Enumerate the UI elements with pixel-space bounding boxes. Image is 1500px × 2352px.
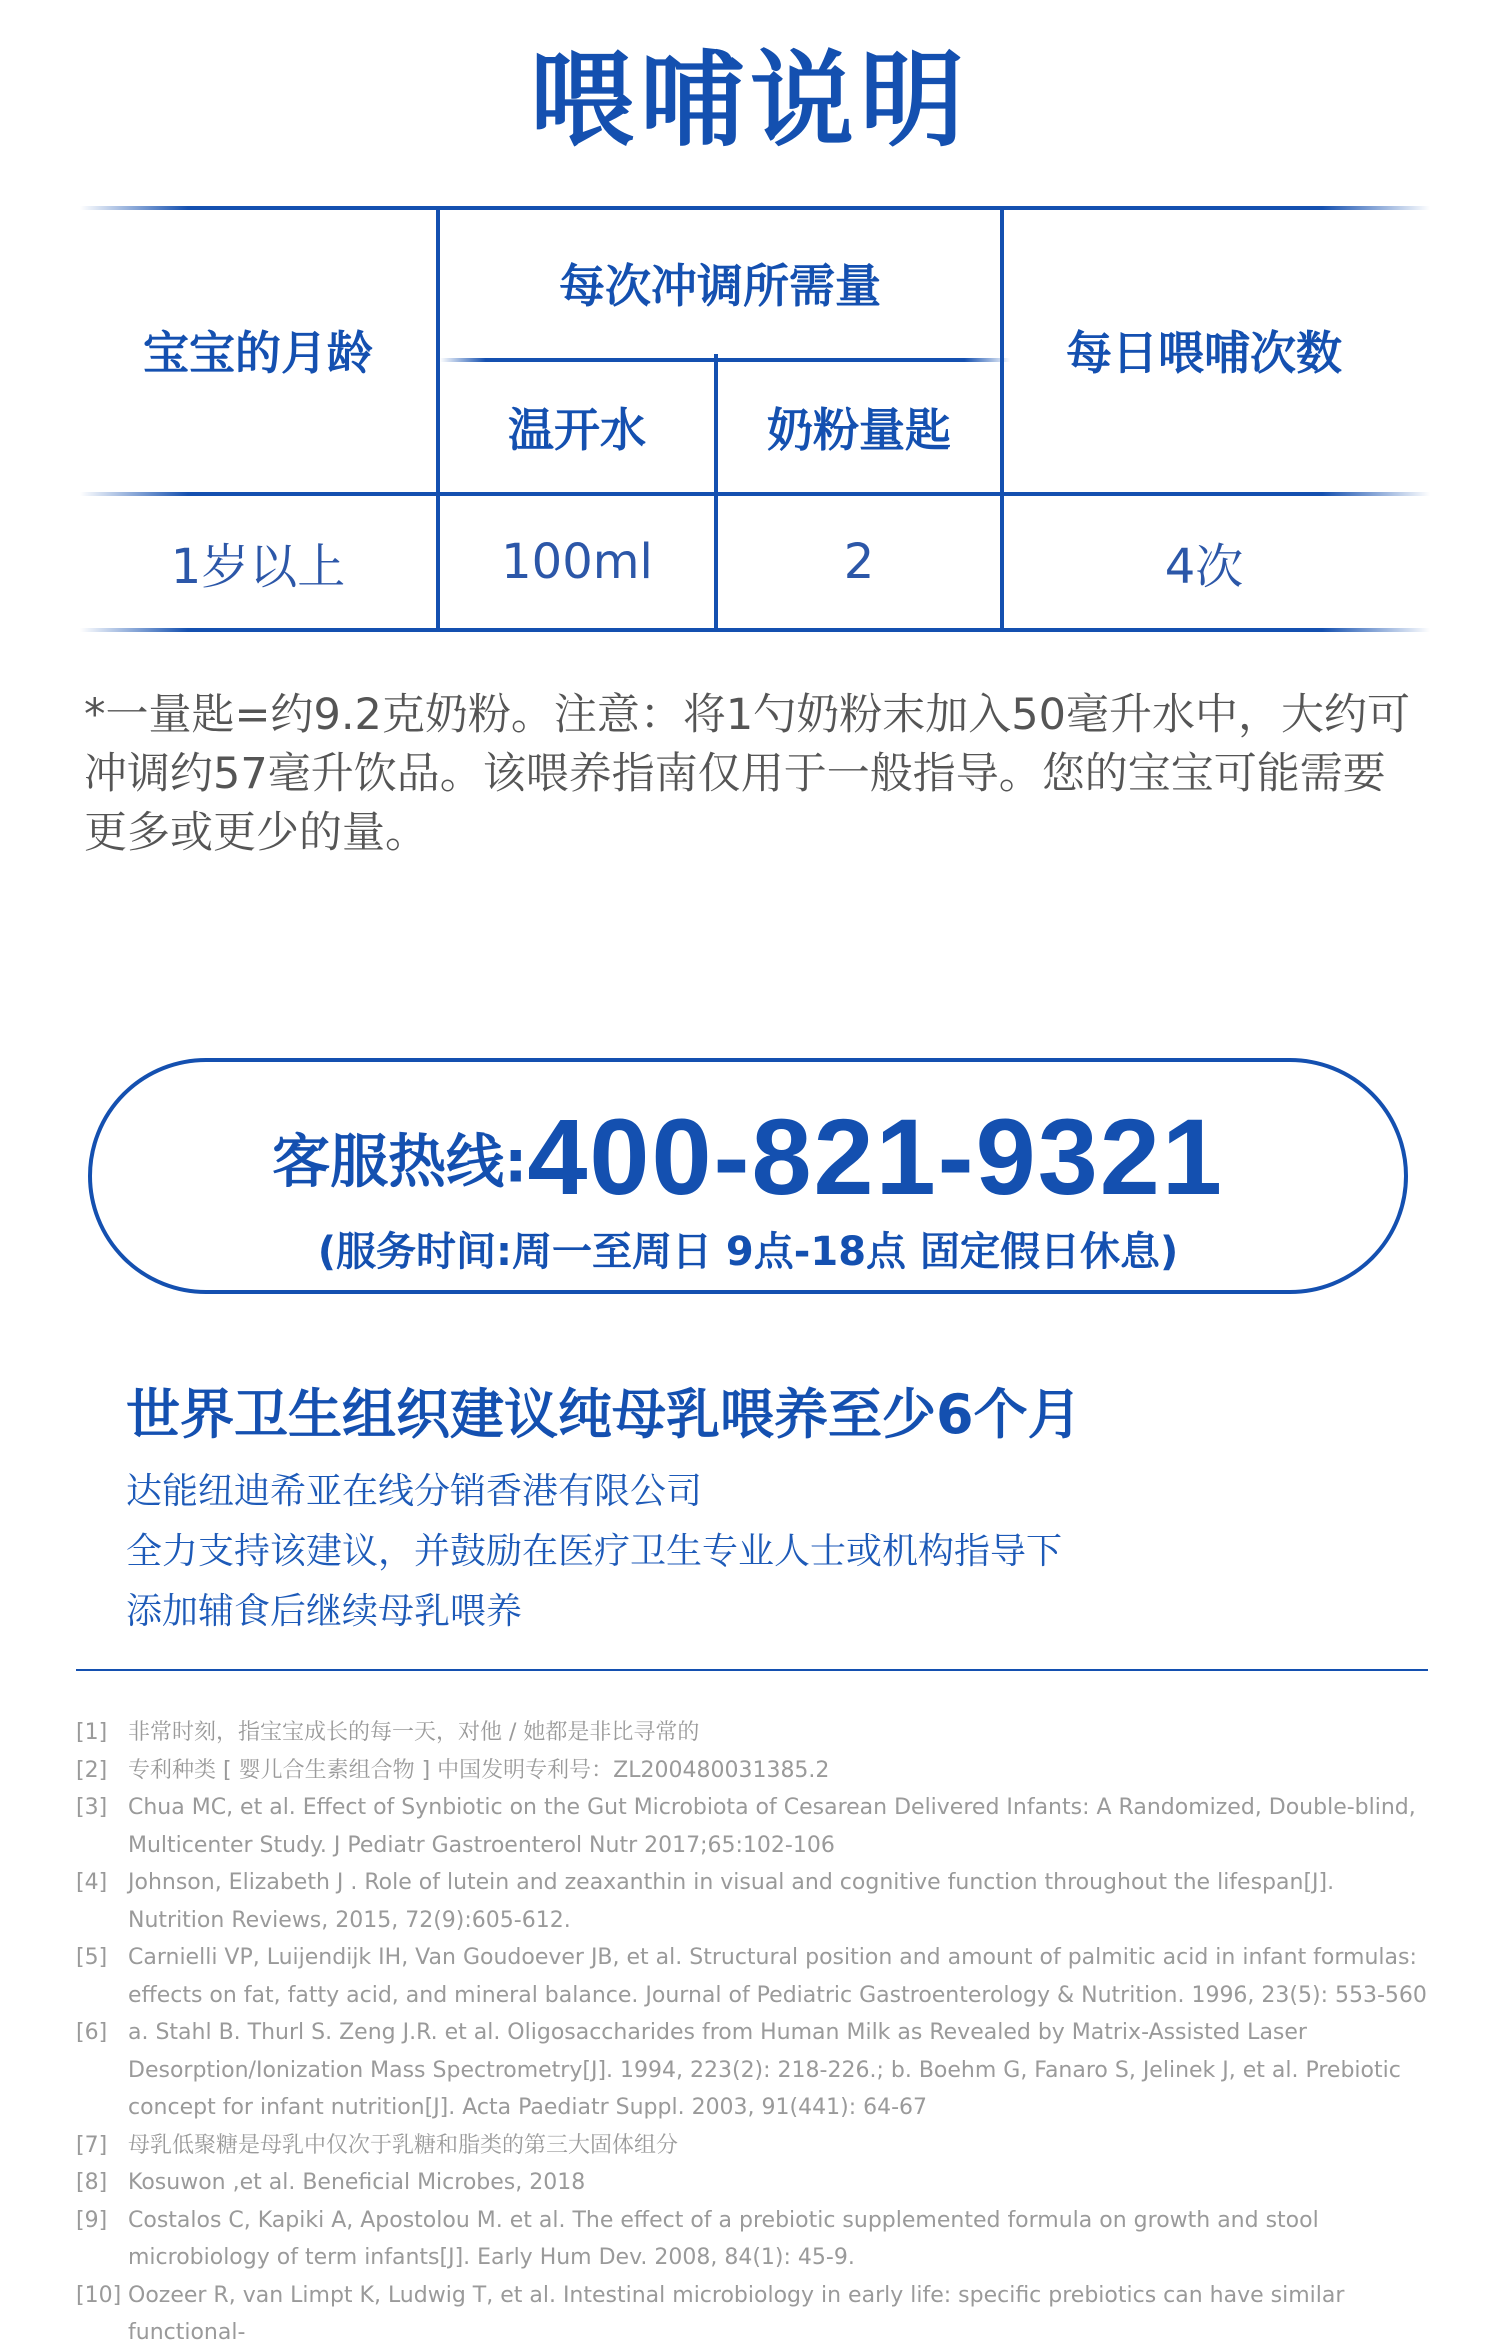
reference-number: [6] <box>76 2020 108 2045</box>
reference-text: Carnielli VP, Luijendijk IH, Van Goudoever JB, et al. Structural position and amount of palmitic acid in infant formulas: effects on fat, fatty acid, and mineral balance. Journal of Pediatric Gastroenterology & Nutrition. 1996, 23(5): 553-560 <box>128 1945 1427 2008</box>
reference-number: [4] <box>76 1870 108 1895</box>
reference-number: [9] <box>76 2207 108 2233</box>
section-divider <box>76 1669 1428 1671</box>
feeding-note: *一量匙=约9.2克奶粉。注意：将1勺奶粉末加入50毫升水中，大约可冲调约57毫升饮品。该喂养指南仅用于一般指导。您的宝宝可能需要更多或更少的量。 <box>84 690 1410 858</box>
reference-text: Kosuwon ,et al. Beneficial Microbes, 2018 <box>128 2170 586 2195</box>
reference-text: Johnson, Elizabeth J . Role of lutein and zeaxanthin in visual and cognitive function throughout the lifespan[J]. Nutrition Reviews, 2015, 72(9):605-612. <box>128 1870 1335 1933</box>
reference-text: Oozeer R, van Limpt K, Ludwig T, et al. Intestinal microbiology in early life: specific prebiotics can have similar functional- <box>128 2282 1345 2345</box>
reference-text: a. Stahl B. Thurl S. Zeng J.R. et al. Oligosaccharides from Human Milk as Revealed by Matrix-Assisted Laser Desorption/Ionization Mass Spectrometry[J]. 1994, 223(2): 218-226.; b. Boehm G, Fanaro S, Jelinek J, et al. Prebiotic concept for infant nutrition[J]. Acta Paediatr Suppl. 2003, 91(441): 64-67 <box>128 2020 1401 2120</box>
reference-item <box>76 1752 1436 1790</box>
reference-item <box>76 2014 1436 2127</box>
reference-text: 母乳低聚糖是母乳中仅次于乳糖和脂类的第三大固体组分 <box>128 2132 679 2158</box>
reference-text: Costalos C, Kapiki A, Apostolou M. et al. The effect of a prebiotic supplemented formula on growth and stool microbiology of term infants[J]. Early Hum Dev. 2008, 84(1): 45-9. <box>128 2207 1319 2270</box>
reference-item <box>76 2127 1436 2165</box>
who-line: 全力支持该建议，并鼓励在医疗卫生专业人士或机构指导下 <box>126 1531 1063 1572</box>
hotline-line <box>92 1094 1404 1219</box>
reference-text: 专利种类 [ 婴儿合生素组合物 ] 中国发明专利号：ZL200480031385.2 <box>128 1757 830 1783</box>
hotline-label: 客服热线: <box>272 1127 528 1196</box>
cell-water: 100ml <box>501 534 653 590</box>
reference-number: [8] <box>76 2170 108 2195</box>
reference-number: [3] <box>76 1795 108 1820</box>
reference-item <box>76 1789 1436 1864</box>
reference-item <box>76 1714 1436 1752</box>
header-times: 每日喂哺次数 <box>1066 326 1342 380</box>
hotline-hours: (服务时间:周一至周日 9点-18点 固定假日休息) <box>317 1229 1179 1275</box>
header-scoops: 奶粉量匙 <box>767 403 951 457</box>
references-list <box>76 1714 1436 2352</box>
who-line: 添加辅食后继续母乳喂养 <box>126 1591 523 1632</box>
header-age: 宝宝的月龄 <box>143 326 373 380</box>
reference-item <box>76 2277 1436 2352</box>
table-bottom-rule <box>80 628 1430 632</box>
who-line: 达能纽迪希亚在线分销香港有限公司 <box>126 1471 703 1512</box>
reference-item <box>76 2164 1436 2202</box>
reference-item <box>76 2202 1436 2277</box>
reference-item <box>76 1939 1436 2014</box>
who-statement <box>126 1462 1426 1642</box>
reference-number: [5] <box>76 1945 108 1970</box>
reference-text: 非常时刻，指宝宝成长的每一天，对他 / 她都是非比寻常的 <box>128 1720 700 1745</box>
hotline-box <box>88 1058 1408 1294</box>
cell-times: 4次 <box>1164 538 1244 595</box>
hotline-number[interactable]: 400-821-9321 <box>527 1096 1224 1217</box>
reference-text: Chua MC, et al. Effect of Synbiotic on the Gut Microbiota of Cesarean Delivered Infants: A Randomized, Double-blind, Multicenter Study. J Pediatr Gastroenterol Nutr 2017;65:102-106 <box>128 1795 1416 1858</box>
reference-number: [2] <box>76 1757 108 1783</box>
reference-number: [7] <box>76 2132 108 2158</box>
reference-item <box>76 1864 1436 1939</box>
who-heading: 世界卫生组织建议纯母乳喂养至少6个月 <box>126 1383 1082 1446</box>
reference-number: [10] <box>76 2282 122 2308</box>
cell-scoops: 2 <box>843 534 875 590</box>
header-water: 温开水 <box>508 403 646 457</box>
cell-age: 1岁以上 <box>170 538 346 595</box>
reference-number: [1] <box>76 1720 108 1745</box>
page-title: 喂哺说明 <box>529 39 970 161</box>
header-amount: 每次冲调所需量 <box>559 259 881 313</box>
